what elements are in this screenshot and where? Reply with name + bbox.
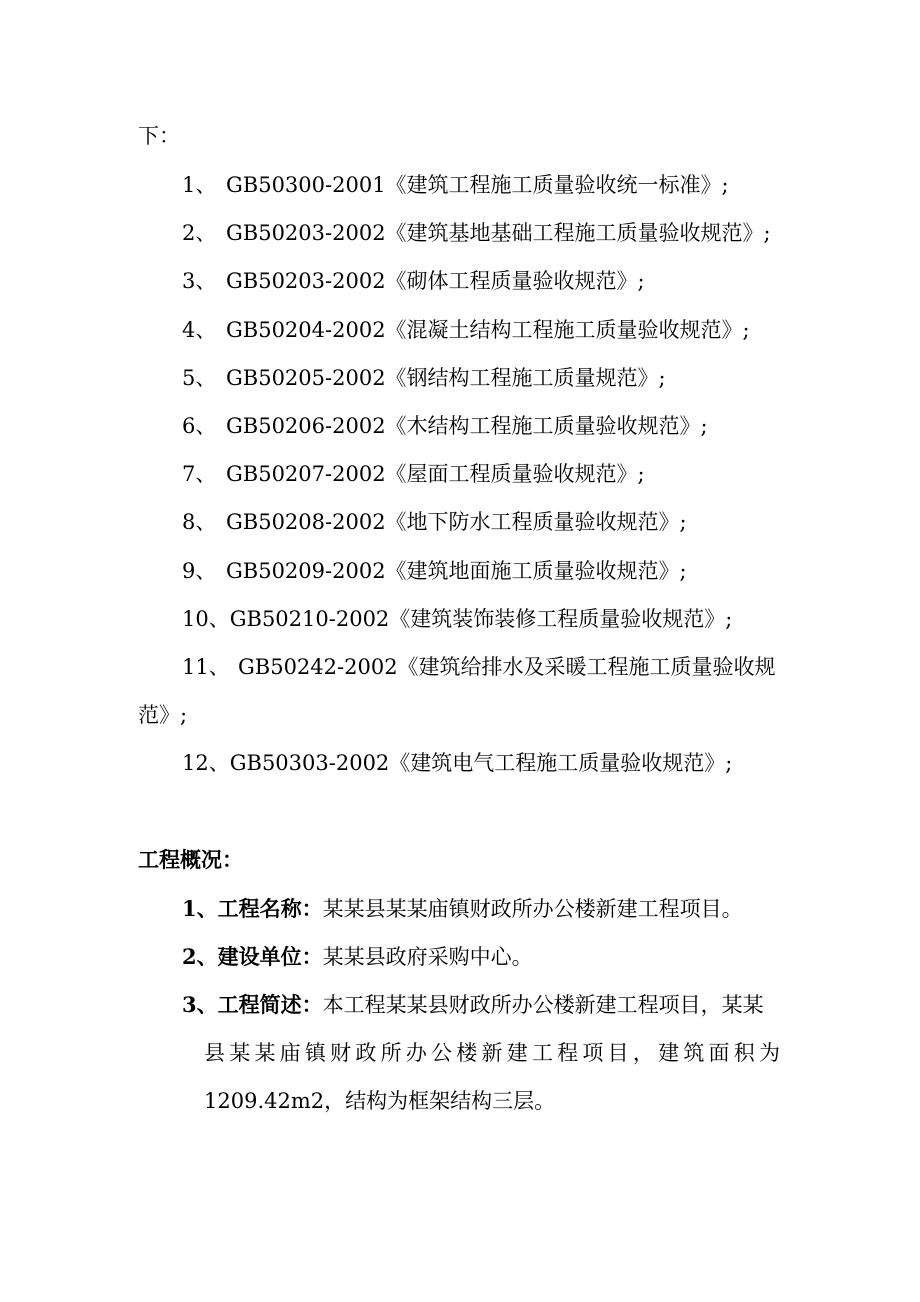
standard-item-5 xyxy=(182,363,666,393)
item-number: 4、 xyxy=(182,318,217,342)
standard-item-11 xyxy=(182,652,776,682)
standard-item-4 xyxy=(182,315,750,345)
overview-label: 1、工程名称： xyxy=(182,896,323,921)
overview-text: 本工程某某县财政所办公楼新建工程项目，某某 xyxy=(322,993,764,1017)
overview-text: 某某县政府采购中心。 xyxy=(322,945,533,969)
item-number: 1、 xyxy=(182,173,217,197)
standard-item-8 xyxy=(182,507,687,537)
item-text: GB50242-2002《建筑给排水及采暖工程施工质量验收规 xyxy=(238,655,776,679)
overview-item-1 xyxy=(182,894,743,924)
item-text: GB50206-2002《木结构工程施工质量验收规范》; xyxy=(226,414,708,438)
overview-item-3-line-2: 县某某庙镇财政所办公楼新建工程项目，建筑面积为 xyxy=(204,1041,780,1065)
item-text: GB50210-2002《建筑装饰装修工程质量验收规范》; xyxy=(229,607,733,631)
item-text: GB50300-2001《建筑工程施工质量验收统一标准》; xyxy=(226,173,729,197)
item-number: 11、 xyxy=(182,655,230,679)
overview-item-3-line-3: 1209.42m2，结构为框架结构三层。 xyxy=(204,1089,556,1113)
overview-label: 2、建设单位： xyxy=(182,944,323,969)
overview-item-3 xyxy=(182,990,764,1020)
item-number: 10、 xyxy=(182,607,230,631)
overview-label: 3、工程简述： xyxy=(182,992,323,1017)
standard-item-1 xyxy=(182,170,729,200)
item-number: 7、 xyxy=(182,462,217,486)
item-text: GB50204-2002《混凝土结构工程施工质量验收规范》; xyxy=(226,318,750,342)
item-text: GB50203-2002《砌体工程质量验收规范》; xyxy=(226,269,645,293)
overview-text: 某某县某某庙镇财政所办公楼新建工程项目。 xyxy=(322,897,743,921)
item-text: GB50207-2002《屋面工程质量验收规范》; xyxy=(226,462,645,486)
item-number: 2、 xyxy=(182,221,217,245)
standard-item-6 xyxy=(182,411,708,441)
standard-item-2 xyxy=(182,218,771,248)
item-number: 12、 xyxy=(182,751,230,775)
item-number: 6、 xyxy=(182,414,217,438)
intro-tail: 下： xyxy=(138,124,180,148)
standard-item-11-continuation: 范》; xyxy=(138,703,188,727)
standard-item-7 xyxy=(182,459,645,489)
item-number: 9、 xyxy=(182,559,217,583)
overview-item-2 xyxy=(182,942,533,972)
standard-item-3 xyxy=(182,266,645,296)
item-text: GB50303-2002《建筑电气工程施工质量验收规范》; xyxy=(229,751,733,775)
standard-item-9 xyxy=(182,556,687,586)
item-number: 5、 xyxy=(182,366,217,390)
item-text: GB50203-2002《建筑基地基础工程施工质量验收规范》; xyxy=(226,221,771,245)
item-text: GB50205-2002《钢结构工程施工质量规范》; xyxy=(226,366,666,390)
item-text: GB50208-2002《地下防水工程质量验收规范》; xyxy=(226,510,687,534)
standard-item-12 xyxy=(182,748,732,778)
item-number: 8、 xyxy=(182,510,217,534)
overview-heading: 工程概况： xyxy=(138,847,243,872)
standard-item-10 xyxy=(182,604,732,634)
item-number: 3、 xyxy=(182,269,217,293)
item-text: GB50209-2002《建筑地面施工质量验收规范》; xyxy=(226,559,687,583)
